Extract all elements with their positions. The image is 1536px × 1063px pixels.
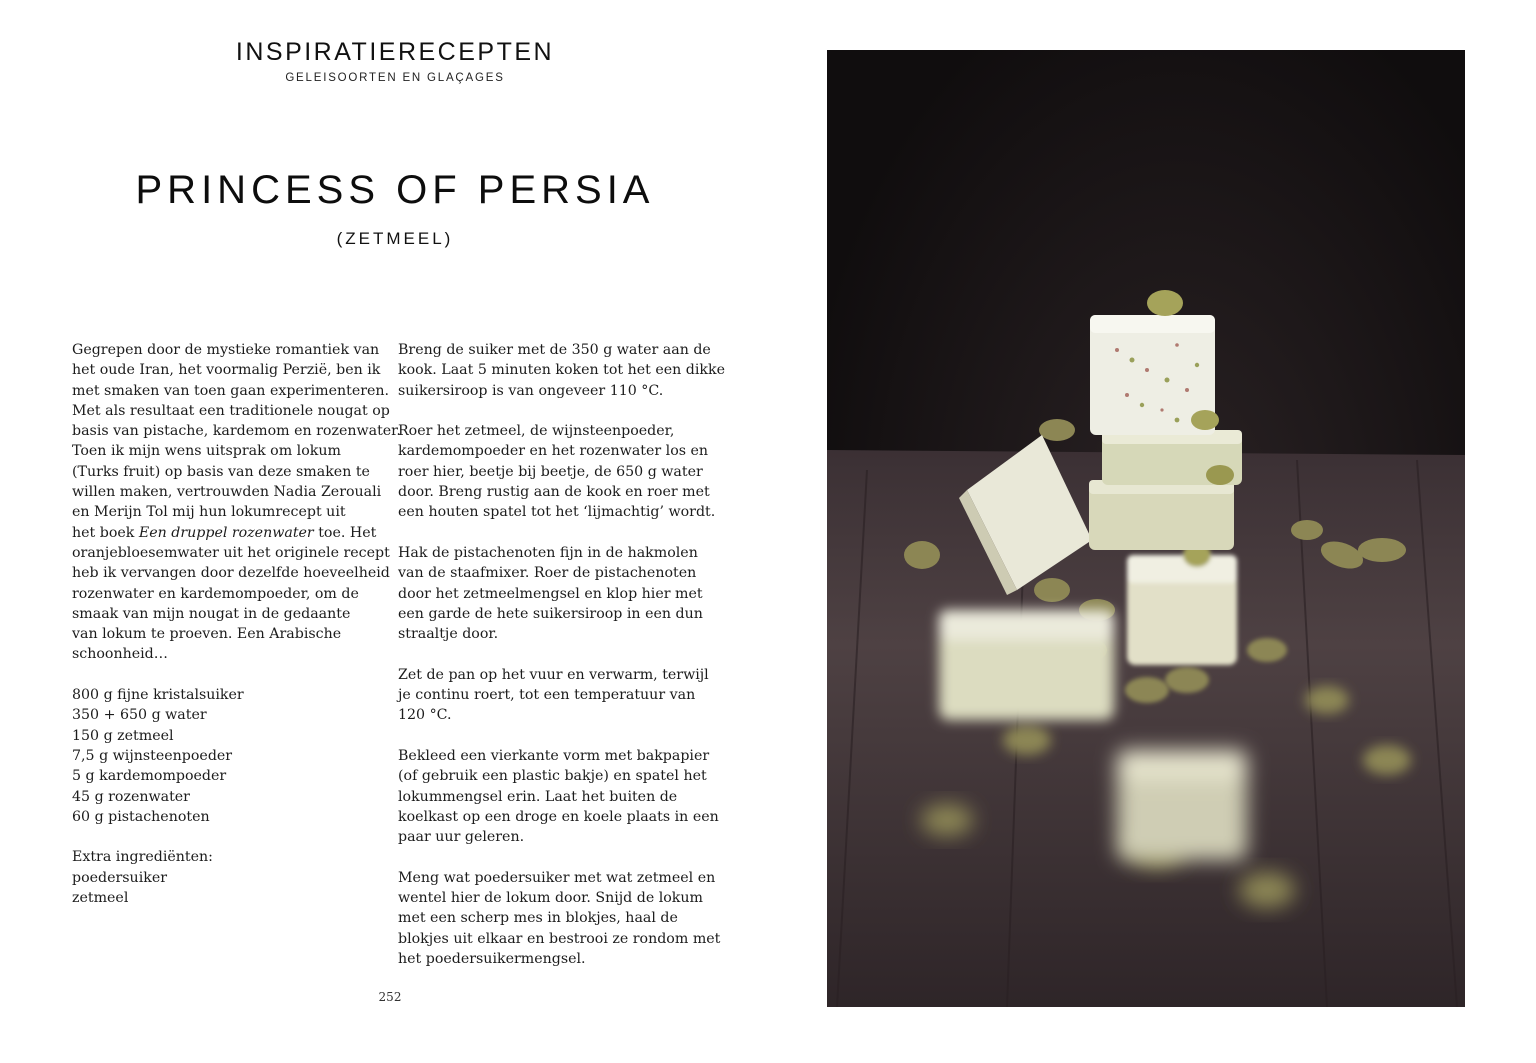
step-line: kook. Laat 5 minuten koken tot het een dikke <box>398 362 726 379</box>
step-line: Bekleed een vierkante vorm met bakpapier <box>398 747 710 764</box>
step-line: door het zetmeelmengsel en klop hier met <box>398 585 703 602</box>
intro-line-book <box>72 523 392 543</box>
step-line: een garde de hete suikersiroop in een dun <box>398 605 703 622</box>
intro-line: van lokum te proeven. Een Arabische <box>72 626 342 643</box>
ingredient-item: 800 g fijne kristalsuiker <box>72 687 244 704</box>
ingredient-item: 150 g zetmeel <box>72 727 174 744</box>
extra-ingredient-item: zetmeel <box>72 890 129 907</box>
step-line: Zet de pan op het vuur en verwarm, terwijl <box>398 666 709 683</box>
intro-line: schoonheid… <box>72 646 168 663</box>
step-line: suikersiroop is van ongeveer 110 °C. <box>398 382 664 399</box>
intro-book-suffix: toe. Het <box>313 524 377 541</box>
intro-line: smaak van mijn nougat in de gedaante <box>72 605 351 622</box>
book-title: Een druppel rozenwater <box>138 524 314 541</box>
step-line: Roer het zetmeel, de wijnsteenpoeder, <box>398 423 675 440</box>
lokum-cube-blurred <box>939 610 1114 720</box>
intro-paragraph <box>72 340 401 665</box>
step-line: wentel hier de lokum door. Snijd de lokum <box>398 890 703 907</box>
step-line: kardemompoeder en het rozenwater los en <box>398 443 709 460</box>
intro-line: willen maken, vertrouwden Nadia Zerouali <box>72 484 382 501</box>
intro-line: (Turks fruit) op basis van deze smaken te <box>72 463 370 480</box>
ingredient-item: 45 g rozenwater <box>72 788 190 805</box>
method-column <box>398 340 726 969</box>
step-line: Hak de pistachenoten fijn in de hakmolen <box>398 544 698 561</box>
intro-line: rozenwater en kardemompoeder, om de <box>72 585 359 602</box>
ingredient-list <box>72 685 392 827</box>
intro-line: en Merijn Tol mij hun lokumrecept uit <box>72 504 346 521</box>
intro-book-prefix: het boek <box>72 524 139 541</box>
intro-line: het oude Iran, het voormalig Perzië, ben ik <box>72 362 381 379</box>
method-step <box>398 868 721 969</box>
step-line: lokummengsel erin. Laat het buiten de <box>398 788 678 805</box>
intro-line: oranjebloesemwater uit het originele recept <box>72 544 390 561</box>
step-line: door. Breng rustig aan de kook en roer met <box>398 484 710 501</box>
method-step <box>398 421 718 522</box>
intro-line: Met als resultaat een traditionele nougat op <box>72 402 390 419</box>
intro-line: basis van pistache, kardemom en rozenwater. <box>72 423 401 440</box>
step-line: Meng wat poedersuiker met wat zetmeel en <box>398 869 716 886</box>
step-line: (of gebruik een plastic bakje) en spatel het <box>398 768 707 785</box>
intro-line: met smaken van toen gaan experimenteren. <box>72 382 390 399</box>
step-line: met een scherp mes in blokjes, haal de <box>398 910 678 927</box>
intro-column <box>72 340 401 908</box>
step-line: 120 °C. <box>398 707 452 724</box>
step-line: straaltje door. <box>398 626 499 643</box>
step-line: een houten spatel tot het ‘lijmachtig’ wordt. <box>398 504 716 521</box>
step-line: Breng de suiker met de 350 g water aan de <box>398 342 711 358</box>
step-line: je continu roert, tot een temperatuur van <box>398 687 696 704</box>
method-step <box>398 340 726 401</box>
ingredient-item: 5 g kardemompoeder <box>72 768 227 785</box>
ingredient-item: 7,5 g wijnsteenpoeder <box>72 747 233 764</box>
recipe-title: PRINCESS OF PERSIA <box>135 168 655 212</box>
extra-ingredients-heading: Extra ingrediënten: <box>72 849 213 866</box>
method-step <box>398 746 718 847</box>
section-subtitle: GELEISOORTEN EN GLAÇAGES <box>285 72 505 84</box>
step-line: roer hier, beetje bij beetje, de 650 g water <box>398 463 703 480</box>
lokum-cube-blurred-far <box>1117 750 1247 860</box>
section-title: INSPIRATIERECEPTEN <box>235 38 555 66</box>
ingredient-item: 60 g pistachenoten <box>72 808 210 825</box>
method-step <box>398 665 718 726</box>
intro-line: heb ik vervangen door dezelfde hoeveelheid <box>72 565 390 582</box>
extra-ingredients <box>72 847 392 908</box>
ingredient-item: 350 + 650 g water <box>72 707 207 724</box>
step-line: van de staafmixer. Roer de pistachenoten <box>398 565 697 582</box>
step-line: blokjes uit elkaar en bestrooi ze rondom met <box>398 930 721 947</box>
intro-line: Gegrepen door de mystieke romantiek van <box>72 342 380 358</box>
lokum-cube-front <box>1127 543 1237 665</box>
lokum-photo <box>827 50 1465 1007</box>
extra-ingredient-item: poedersuiker <box>72 869 168 886</box>
method-step <box>398 543 718 644</box>
page-number: 252 <box>378 990 402 1004</box>
intro-line: Toen ik mijn wens uitsprak om lokum <box>72 443 341 460</box>
recipe-subtitle: (ZETMEEL) <box>336 229 454 248</box>
step-line: het poedersuikermengsel. <box>398 950 586 967</box>
step-line: paar uur geleren. <box>398 829 525 846</box>
step-line: koelkast op een droge en koele plaats in een <box>398 808 719 825</box>
